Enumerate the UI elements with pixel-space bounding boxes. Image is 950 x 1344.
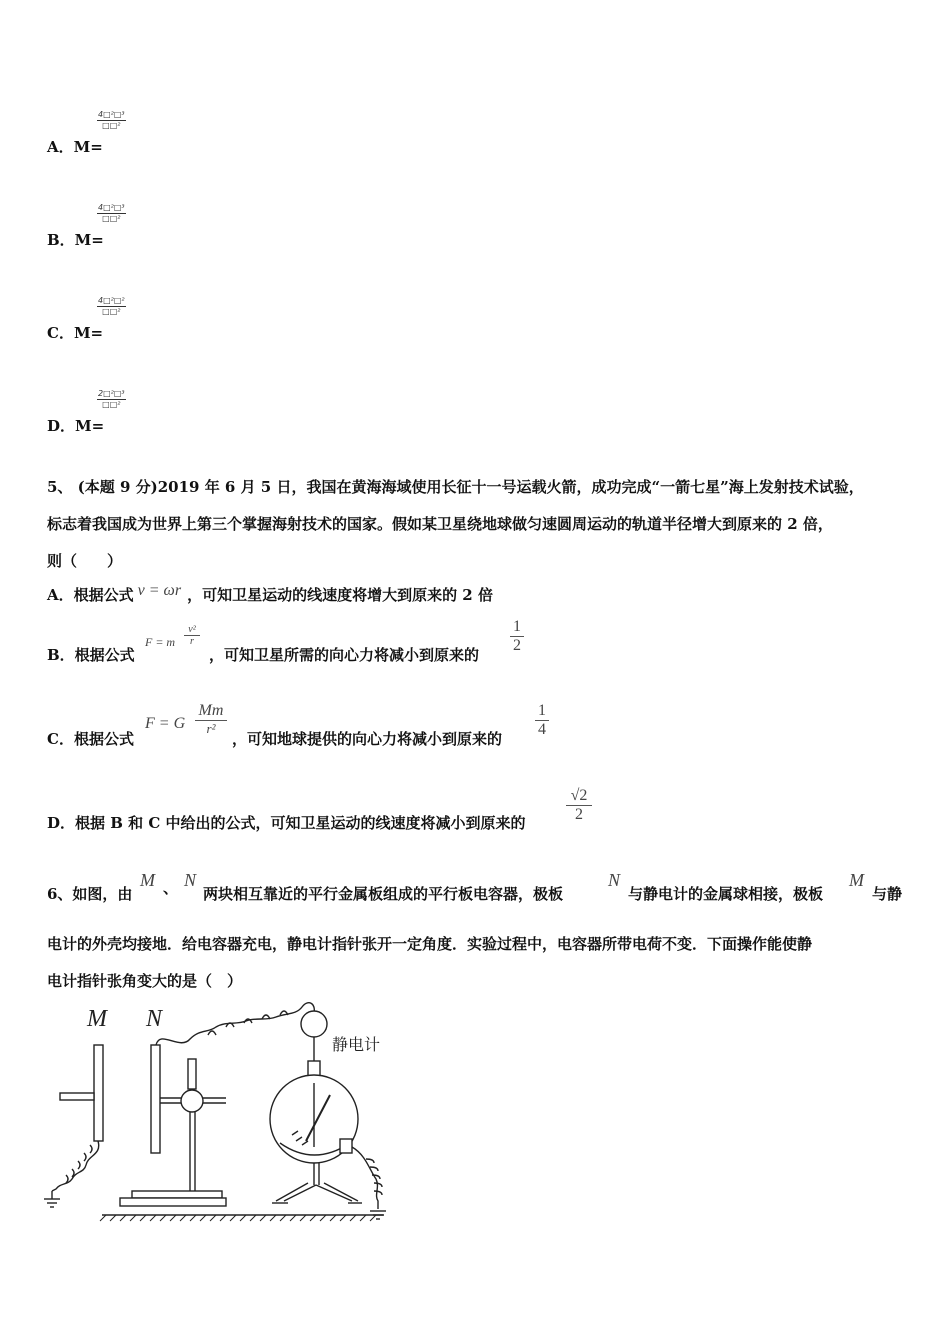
q4-option-c [47,322,103,343]
q5-option-b-formula-num: v² [184,624,200,636]
q5-option-c-formula-lhs: F = G [145,715,186,732]
q5-option-b-formula-den: r [190,636,194,647]
q5-option-c [47,728,134,749]
plate-n [151,1045,160,1153]
q6-symbol-n: N [184,870,197,890]
q5-option-c-formula-num: Mm [195,702,227,721]
q5-option-b-frac-num: 1 [510,618,524,637]
figure-label-electrometer: 静电计 [332,1035,381,1054]
q5-line-1: 5、 (本题 9 分)2019 年 6 月 5 日，我国在黄海海域使用长征十一号运载火箭，成功完成“一箭七星”海上发射技术试验， [47,478,864,496]
q4-option-b-num: 4□²□³ [98,203,125,212]
q4-option-a-num: 4□²□³ [98,110,125,119]
q4-option-d-den: □□² [102,400,121,409]
ground-wire-m [52,1141,99,1191]
q5-option-c-prefix: C．根据公式 [47,730,134,748]
q5-option-a-suffix: ，可知卫星运动的线速度将增大到原来的 2 倍 [187,586,493,604]
insulating-stand [120,1059,226,1206]
q5-option-c-formula-den: r² [206,721,216,736]
q5-option-d [47,812,526,833]
q5-option-b-formula-lhs: F = m [145,635,176,649]
q6-line-1-end: 与静 [872,885,903,903]
q5-line-2: 标志着我国成为世界上第三个掌握海射技术的国家。假如某卫星绕地球做匀速圆周运动的轨道半径增大到原来的 2 倍， [47,515,833,533]
q6-line-1-mid: 两块相互靠近的平行金属板组成的平行板电容器，极板 [203,885,564,903]
q5-option-b-frac-den: 2 [513,637,521,654]
q4-option-a-label: A．M= [47,138,103,156]
q5-option-d-frac-num: √2 [566,787,592,806]
q4-option-a-den: □□² [102,121,121,130]
q5-option-b-formula [145,635,175,650]
q4-option-c-formula [97,296,126,317]
q4-option-b-den: □□² [102,214,121,223]
q5-option-a [47,584,493,605]
q5-option-d-text: D．根据 B 和 C 中给出的公式，可知卫星运动的线速度将减小到原来的 [47,814,526,832]
figure-label-m: M [87,1006,107,1032]
q5-option-b-prefix: B．根据公式 [47,646,135,664]
q4-option-a-formula [97,110,126,131]
q5-option-c-frac-num: 1 [535,702,549,721]
q5-option-c-fraction [535,702,549,739]
q6-line-1-mid2: 与静电计的金属球相接，极板 [628,885,824,903]
connecting-wire [156,1003,314,1045]
q4-option-d-label: D．M= [47,417,105,435]
q4-option-a [47,136,103,157]
q6-symbol-m-2: M [849,870,864,890]
figure-label-n: N [146,1006,163,1032]
q5-option-a-prefix: A．根据公式 [47,586,134,604]
q6-line-2: 电计的外壳均接地．给电容器充电，静电计指针张开一定角度．实验过程中，电容器所带电荷不变．下面操作能使静 [47,935,813,953]
q6-figure [40,995,400,1225]
q5-option-b-fraction [510,618,524,655]
q5-option-a-formula: v = ωr [137,582,182,599]
table-surface [100,1215,384,1221]
q4-option-c-num: 4□²□² [98,296,125,305]
q4-option-d-num: 2□²□³ [98,389,125,398]
q6-symbol-n-2: N [608,870,621,890]
q4-option-d-formula [97,389,126,410]
q6-line-1-start: 6、如图，由 [47,885,133,903]
q5-option-b-suffix: ，可知卫星所需的向心力将减小到原来的 [209,646,480,664]
q5-option-b [47,644,135,665]
q4-option-b-formula [97,203,126,224]
q4-option-d [47,415,104,436]
ground-symbol-m [44,1191,60,1207]
q4-option-b [47,229,104,250]
plate-m [60,1045,103,1141]
q6-line-3: 电计指针张角变大的是（ ） [47,972,243,990]
q6-separator: 、 [163,879,179,897]
q5-option-d-fraction [566,787,592,824]
q5-option-d-frac-den: 2 [575,806,583,823]
q5-option-c-suffix: ，可知地球提供的向心力将减小到原来的 [232,730,503,748]
q5-option-b-formula-frac [184,624,200,647]
q5-option-c-frac-den: 4 [538,721,546,738]
q4-option-c-den: □□² [102,307,121,316]
q4-option-c-label: C．M= [47,324,104,342]
q4-option-b-label: B．M= [47,231,104,249]
q5-option-c-formula-frac [195,702,227,737]
q5-line-3: 则（ ） [47,552,123,570]
q6-symbol-m: M [140,870,155,890]
q5-option-c-formula [145,713,185,733]
